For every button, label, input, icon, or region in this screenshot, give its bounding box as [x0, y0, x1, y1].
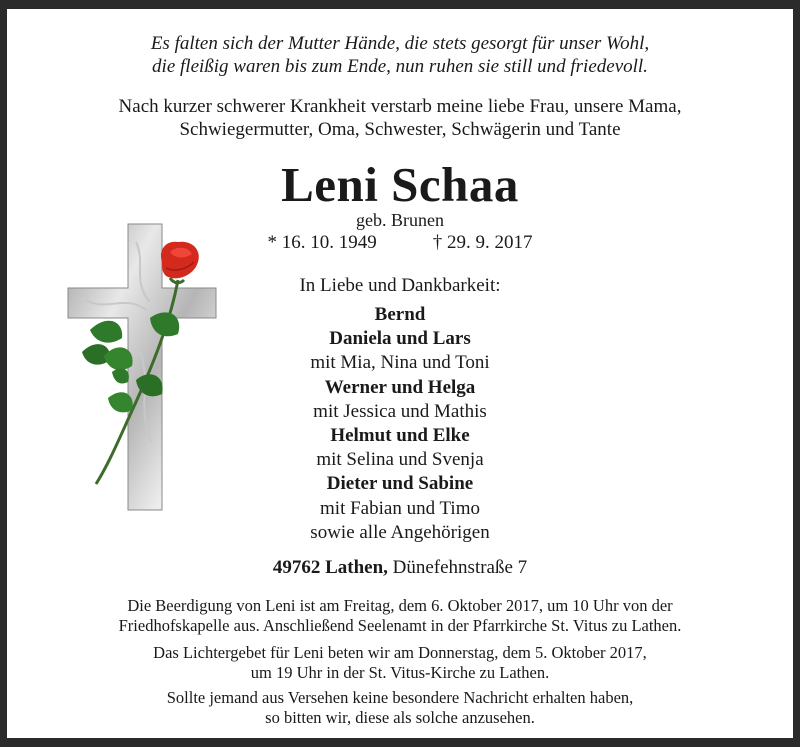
- prayer-line-2: um 19 Uhr in der St. Vitus-Kirche zu Lathen.: [250, 663, 550, 682]
- deceased-name: Leni Schaa: [281, 157, 519, 212]
- family-entry: mit Mia, Nina und Toni: [310, 352, 490, 374]
- address-street: Dünefehnstraße 7: [392, 557, 528, 578]
- funeral-info: [0, 596, 800, 636]
- family-list: [0, 303, 800, 545]
- intro-line-1: Nach kurzer schwerer Krankheit verstarb meine liebe Frau, unsere Mama,: [118, 96, 682, 117]
- address-city: 49762 Lathen,: [272, 557, 388, 578]
- family-entry: mit Fabian und Timo: [320, 497, 480, 519]
- born-name: geb. Brunen: [356, 210, 444, 230]
- family-entry: Bernd: [374, 304, 426, 325]
- family-entry: Helmut und Elke: [330, 425, 470, 447]
- funeral-line-1: Die Beerdigung von Leni ist am Freitag, dem 6. Oktober 2017, um 10 Uhr von der: [127, 596, 673, 615]
- gratitude-line: In Liebe und Dankbarkeit:: [299, 275, 501, 296]
- poem-line-2: die fleißig waren bis zum Ende, nun ruhen sie still und friedevoll.: [152, 56, 648, 77]
- intro-text: [0, 95, 800, 141]
- family-entry: Werner und Helga: [324, 376, 476, 398]
- notice-info: [0, 688, 800, 728]
- funeral-line-2: Friedhofskapelle aus. Anschließend Seelenamt in der Pfarrkirche St. Vitus zu Lathen.: [118, 616, 682, 635]
- family-entry: mit Selina und Svenja: [316, 449, 484, 471]
- prayer-line-1: Das Lichtergebet für Leni beten wir am Donnerstag, dem 5. Oktober 2017,: [153, 643, 647, 662]
- address: [0, 556, 800, 580]
- poem-line-1: Es falten sich der Mutter Hände, die stets gesorgt für unser Wohl,: [150, 33, 650, 54]
- family-entry: sowie alle Angehörigen: [310, 521, 490, 543]
- family-entry: mit Jessica und Mathis: [313, 400, 487, 422]
- intro-line-2: Schwiegermutter, Oma, Schwester, Schwägerin und Tante: [179, 119, 621, 140]
- death-date: † 29. 9. 2017: [432, 232, 533, 253]
- prayer-info: [0, 643, 800, 683]
- family-entry: Dieter und Sabine: [326, 473, 474, 495]
- notice-line-2: so bitten wir, diese als solche anzusehen.: [265, 708, 535, 727]
- family-entry: Daniela und Lars: [329, 328, 471, 350]
- birth-date: * 16. 10. 1949: [267, 232, 377, 253]
- notice-line-1: Sollte jemand aus Versehen keine besondere Nachricht erhalten haben,: [166, 688, 634, 707]
- poem: [0, 32, 800, 78]
